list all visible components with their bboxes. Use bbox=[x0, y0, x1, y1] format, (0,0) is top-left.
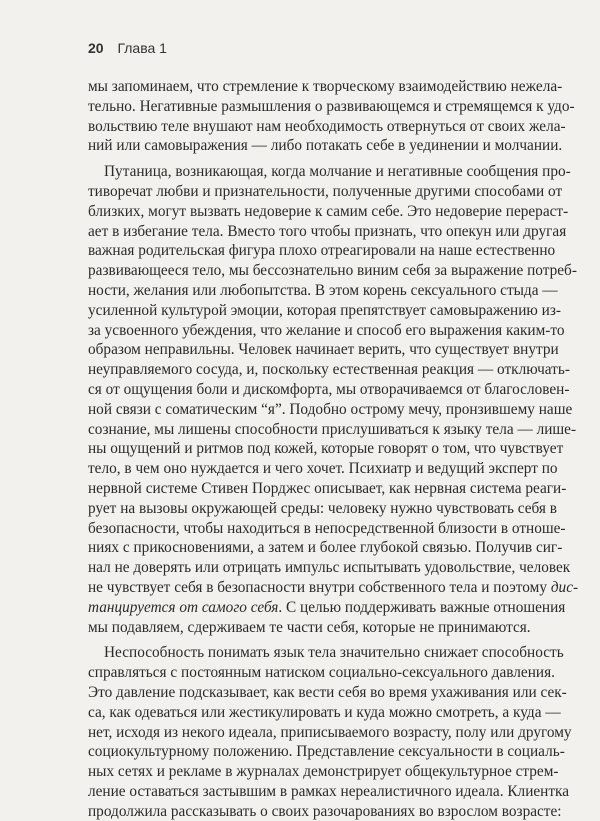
text-line: развивающееся тело, мы бессознательно виним себя за выражение потреб- bbox=[88, 262, 577, 280]
paragraph bbox=[88, 162, 579, 637]
text-line: нал не доверять или отрицать импульс испытывать удовольствие, человек bbox=[88, 559, 571, 577]
text-line: образом неправильны. Человек начинает верить, что существует внутри bbox=[88, 341, 559, 359]
text-line: социокультурному положению. Представление сексуальности в социаль- bbox=[88, 743, 565, 761]
text-line: усиленной культурой эмоции, которая препятствует самовыражению из- bbox=[88, 301, 562, 319]
text-line: мы запоминаем, что стремление к творческому взаимодействию нежела- bbox=[88, 78, 563, 95]
text-line: близких, могут вызвать недоверие к самим себе. Это недоверие перераст- bbox=[88, 202, 569, 220]
text-line: не чувствует себя в безопасности внутри собственного тела и поэтому дис- bbox=[88, 578, 579, 596]
text-line: Неспособность понимать язык тела значительно снижает способность bbox=[104, 644, 564, 662]
text-line: ности, желания или любопытства. В этом корень сексуального стыда — bbox=[88, 281, 558, 299]
text-line: нервной системе Стивен Порджес описывает, как нервная система реаги- bbox=[88, 479, 567, 497]
emphasized-text: танцируется от самого себя bbox=[88, 598, 279, 616]
text-line: тело, в чем оно нуждается и чего хочет. Психиатр и ведущий эксперт по bbox=[88, 460, 558, 478]
text-line: вольствию теле внушают нам необходимость отвернуться от своих жела- bbox=[88, 117, 566, 135]
text-line: сознание, мы лишены способности прислушиваться к языку тела — лише- bbox=[88, 420, 577, 438]
text-line: тельно. Негативные размышления о развивающемся и стремящемся к удо- bbox=[88, 97, 575, 115]
text-line: мы подавляем, сдерживаем те части себя, которые не принимаются. bbox=[88, 618, 531, 636]
text-line: ся от ощущения боли и дискомфорта, мы отворачиваемся от благословен- bbox=[88, 380, 570, 398]
text-line: са, как одеваться или жестикулировать и куда можно смотреть, а куда — bbox=[88, 703, 561, 721]
emphasized-text: дис- bbox=[550, 578, 579, 596]
text-line: ниях с прикосновениями, а затем и более глубокой связью. Получив сиг- bbox=[88, 539, 563, 557]
text-line: ны ощущений и ритмов под кожей, которые говорят о том, что чувствует bbox=[88, 440, 564, 458]
paragraph bbox=[88, 77, 575, 156]
text-line: ление оставаться застывшим в рамках нереалистичного идеала. Клиентка bbox=[88, 782, 570, 800]
text-line: продолжила рассказывать о своих разочарованиях во взрослом возрасте: bbox=[88, 802, 562, 820]
text-line: нет, исходя из некого идеала, приписываемого возрасту, полу или другому bbox=[88, 723, 572, 741]
text-line: ных сетях и рекламе в журналах демонстрирует общекультурное стрем- bbox=[88, 763, 559, 781]
text-line: Это давление подсказывает, как вести себя во время ухаживания или сек- bbox=[88, 683, 567, 701]
chapter-title: Глава 1 bbox=[117, 40, 167, 56]
text-line: танцируется от самого себя. С целью поддерживать важные отношения bbox=[88, 598, 566, 616]
text-line: безопасности, чтобы находиться в непосредственной близости в отноше- bbox=[88, 519, 566, 537]
text-line: важная родительская фигура плохо отреагировали на наше естественно bbox=[88, 242, 556, 260]
text-line: тиворечат любви и признательности, полученные другими способами от bbox=[88, 182, 563, 200]
text-line: за усвоенного убеждения, что желание и способ его выражения каким-то bbox=[88, 321, 565, 339]
running-header bbox=[88, 40, 167, 56]
text-line: ной связи с соматическим “я”. Подобно острому мечу, пронзившему наше bbox=[88, 400, 573, 418]
text-line: неуправляемого сосуда, и, поскольку естественная реакция — отключать- bbox=[88, 361, 570, 379]
page-body-text bbox=[88, 77, 579, 821]
paragraph bbox=[88, 643, 572, 821]
text-line: ний или самовыражения — либо потакать себе в уединении и молчании. bbox=[88, 137, 563, 155]
text-line: Путаница, возникающая, когда молчание и негативные сообщения про- bbox=[104, 163, 571, 181]
text-line: ает в избегание тела. Вместо того чтобы признать, что опекун или другая bbox=[88, 222, 567, 240]
page-number: 20 bbox=[88, 40, 104, 56]
text-line: справляться с постоянным натиском социально-сексуального давления. bbox=[88, 664, 555, 682]
text-line: рует на вызовы окружающей среды: человеку нужно чувствовать себя в bbox=[88, 499, 558, 517]
